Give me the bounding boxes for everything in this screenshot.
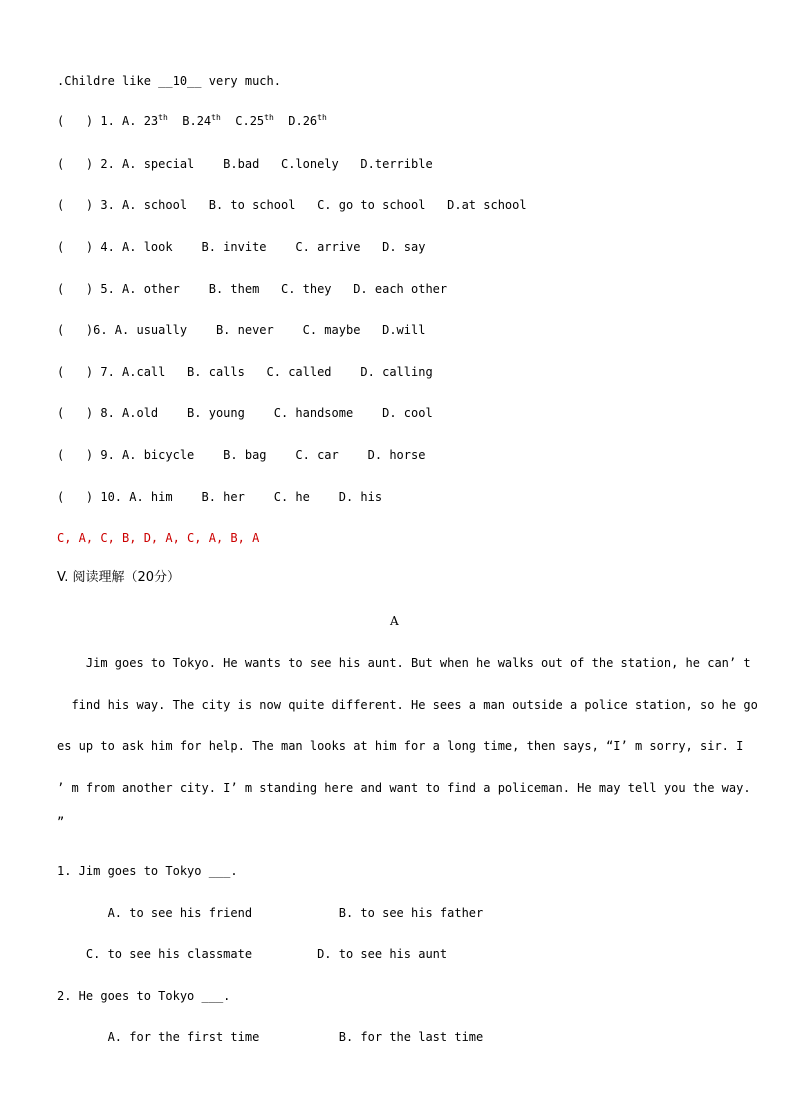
section-title: V. 阅读理解（20分） [57,570,181,585]
q1-sup-a: th [158,113,168,122]
q1-c-prefix: C. [220,114,250,128]
question-2: ( ) 2. A. special B.bad C.lonely D.terrible [57,157,433,171]
question-8: ( ) 8. A.old B. young C. handsome D. cool [57,406,433,420]
question-9: ( ) 9. A. bicycle B. bag C. car D. horse [57,448,426,462]
q1-sup-b: th [211,113,221,122]
reading-question-2-options-row-1: A. for the first time B. for the last time [57,1030,484,1044]
passage-line-4: ’ m from another city. I’ m standing here and want to find a policeman. He may tell you the way. [57,781,751,795]
intro-line: .Childre like __10__ very much. [57,74,281,88]
passage-label: A [390,614,399,628]
reading-question-1-options-row-1: A. to see his friend B. to see his father [57,906,484,920]
q1-sup-c: th [264,113,274,122]
passage-line-3: es up to ask him for help. The man looks at him for a long time, then says, “I’ m sorry, sir. I [57,739,744,753]
question-5: ( ) 5. A. other B. them C. they D. each other [57,282,448,296]
q1-d-prefix: D. [273,114,303,128]
question-10: ( ) 10. A. him B. her C. he D. his [57,490,383,504]
q1-option-b: 24 [196,114,212,128]
question-7: ( ) 7. A.call B. calls C. called D. calling [57,365,433,379]
question-6: ( )6. A. usually B. never C. maybe D.will [57,323,426,337]
question-4: ( ) 4. A. look B. invite C. arrive D. say [57,240,426,254]
reading-question-1-options-row-2: C. to see his classmate D. to see his aunt [57,947,448,961]
question-3: ( ) 3. A. school B. to school C. go to school D.at school [57,198,527,212]
q1-sup-d: th [317,113,327,122]
q1-option-a: 23 [143,114,159,128]
q1-prefix: ( ) 1. A. [57,114,144,128]
question-1 [57,113,327,129]
passage-line-2: find his way. The city is now quite different. He sees a man outside a police station, so he go [57,698,758,712]
answer-key: C, A, C, B, D, A, C, A, B, A [57,531,260,545]
passage-line-5: ” [57,815,65,829]
q1-option-d: 26 [302,114,318,128]
q1-option-c: 25 [249,114,265,128]
reading-question-1: 1. Jim goes to Tokyo ___. [57,864,238,878]
q1-b-prefix: B. [167,114,197,128]
passage-line-1: Jim goes to Tokyo. He wants to see his aunt. But when he walks out of the station, he can’ t [57,656,751,670]
reading-question-2: 2. He goes to Tokyo ___. [57,989,231,1003]
